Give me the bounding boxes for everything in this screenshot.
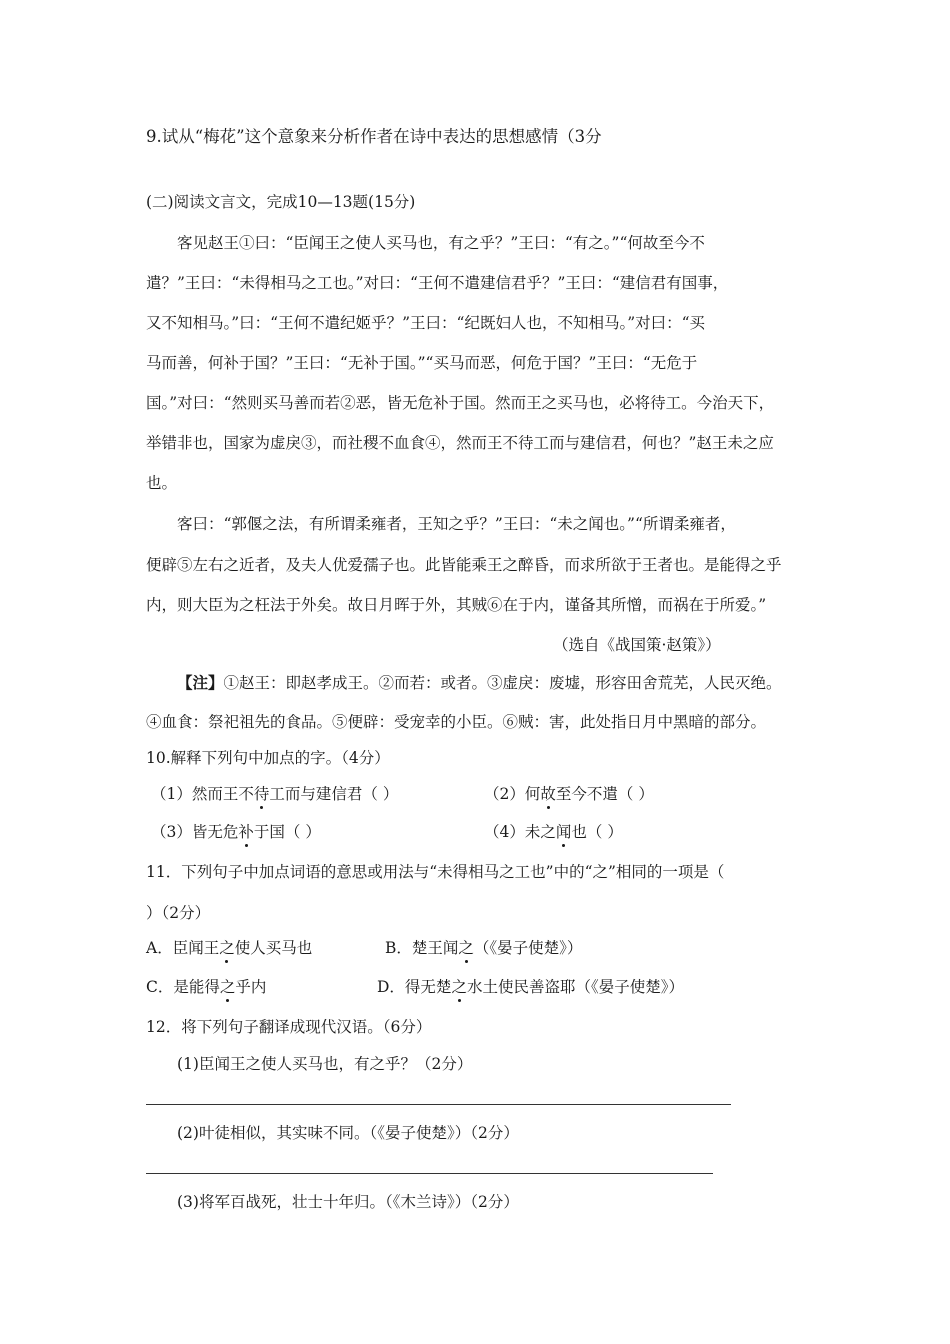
- option-text: B．楚王闻: [385, 939, 459, 957]
- question-10-title: 10.解释下列句中加点的字。（4分）: [146, 749, 390, 767]
- note-tag: 【注】: [177, 673, 224, 692]
- item-text: （1）然而王不: [151, 785, 254, 803]
- item-text: 工而与建信君（ ）: [269, 785, 399, 803]
- note-line-2: ④血食：祭祀祖先的食品。⑤便辟：受宠幸的小臣。⑥贼：害，此处指日月中黑暗的部分。: [146, 713, 767, 731]
- option-text: C．是能得: [146, 978, 220, 996]
- passage-line: 遣？”王曰：“未得相马之工也。”对曰：“王何不遣建信君乎？”王曰：“建信君有国事，: [146, 274, 729, 292]
- item-text: 于国（ ）: [253, 823, 321, 841]
- option-text: 使人买马也: [234, 939, 313, 957]
- question-11-line-1: 11．下列句子中加点词语的意思或用法与“未得相马之工也”中的“之”相同的一项是（: [146, 863, 725, 881]
- q12-item-1: (1)臣闻王之使人买马也，有之乎？（2分）: [177, 1055, 473, 1073]
- q12-item-2: (2)叶徒相似，其实味不同。（《晏子使楚》）（2分）: [177, 1124, 519, 1142]
- passage-line: 又不知相马。”曰：“王何不遣纪姬乎？”王曰：“纪既妇人也，不知相马。”对曰：“买: [146, 314, 706, 332]
- passage-line: 也。: [146, 474, 178, 492]
- q11-option-d: [377, 977, 684, 997]
- q10-item-2: [484, 784, 654, 804]
- dotted-char: 之: [451, 978, 467, 996]
- dotted-char: 之: [458, 939, 474, 957]
- passage-line: 举错非也，国家为虚戾③，而社稷不血食④，然而王不待工而与建信君，何也？”赵王未之应: [146, 434, 774, 452]
- q12-item-3: (3)将军百战死，壮士十年归。（《木兰诗》）（2分）: [177, 1193, 519, 1211]
- item-text: （3）皆无危: [151, 823, 239, 841]
- option-text: 乎内: [235, 978, 267, 996]
- passage-line: 客曰：“郭偃之法，有所谓柔雍者，王知之乎？”王曰：“未之闻也。”“所谓柔雍者，: [177, 515, 736, 533]
- option-text: A．臣闻王: [146, 939, 220, 957]
- note-line-1: [177, 673, 782, 693]
- note-text: ①赵王：即赵孝成王。②而若：或者。③虚戾：废墟，形容田舍荒芜，人民灭绝。: [223, 674, 782, 692]
- dotted-char: 之: [219, 939, 235, 957]
- passage-line: 马而善，何补于国？”王曰：“无补于国。”“买马而恶，何危于国？”王曰：“无危于: [146, 354, 698, 372]
- item-text: 也（ ）: [571, 823, 623, 841]
- answer-line[interactable]: [146, 1173, 713, 1174]
- q11-option-a: [146, 938, 312, 958]
- question-11-line-2: ）（2分）: [146, 904, 211, 922]
- passage-line: 便辟⑤左右之近者，及夫人优爱孺子也。此皆能乘王之醉昏，而求所欲于王者也。是能得之乎: [146, 556, 782, 574]
- item-text: （4）未之: [484, 823, 556, 841]
- passage-line: 客见赵王①曰：“臣闻王之使人买马也，有之乎？”王曰：“有之。”“何故至今不: [177, 234, 705, 252]
- answer-line[interactable]: [146, 1104, 731, 1105]
- q10-item-1: [151, 784, 398, 804]
- passage-source: （选自《战国策·赵策》）: [553, 636, 721, 654]
- option-text: 水土使民善盗耶（《晏子使楚》）: [466, 978, 684, 996]
- passage-line: 内，则大臣为之枉法于外矣。故日月晖于外，其贼⑥在于内，谨备其所憎，而祸在于所爱。”: [146, 596, 767, 614]
- q11-option-c: [146, 977, 266, 997]
- dotted-char: 待: [253, 785, 270, 803]
- passage-line: 国。”对曰：“然则买马善而若②恶，皆无危补于国。然而王之买马也，必将待工。今治天下，: [146, 394, 775, 412]
- q11-option-b: [385, 938, 582, 958]
- item-text: 至今不遣（ ）: [555, 785, 654, 803]
- dotted-char: 补: [238, 823, 254, 841]
- item-text: （2）何: [484, 785, 541, 803]
- dotted-char: 故: [540, 785, 556, 803]
- q10-item-3: [151, 822, 321, 842]
- q10-item-4: [484, 822, 623, 842]
- question-9: 9.试从“梅花”这个意象来分析作者在诗中表达的思想感情（3分: [146, 127, 602, 146]
- dotted-char: 之: [219, 978, 236, 996]
- section-title: (二)阅读文言文，完成10—13题(15分): [146, 193, 416, 211]
- option-text: （《晏子使楚》）: [473, 939, 583, 957]
- option-text: D．得无楚: [377, 978, 452, 996]
- dotted-char: 闻: [555, 823, 572, 841]
- question-12-title: 12．将下列句子翻译成现代汉语。（6分）: [146, 1018, 432, 1036]
